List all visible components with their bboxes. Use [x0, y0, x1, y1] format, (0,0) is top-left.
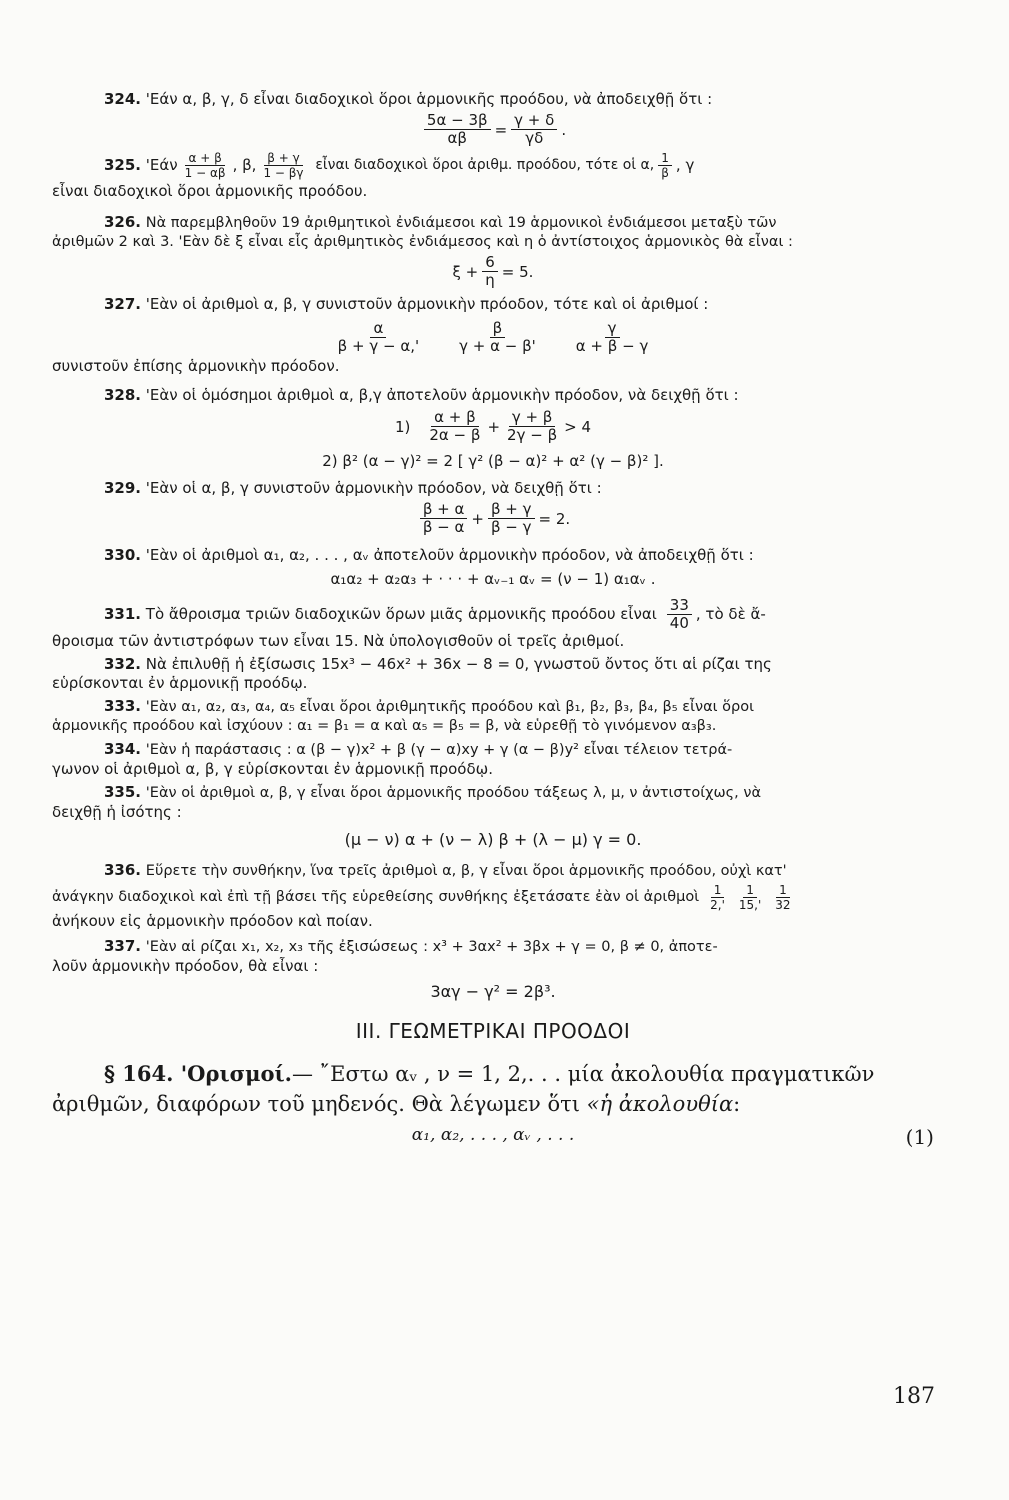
fraction [736, 883, 764, 912]
denominator: 2α − β [429, 426, 481, 444]
fraction [260, 151, 306, 180]
denominator: αβ [447, 129, 467, 147]
page-content [52, 90, 934, 1155]
problem-number: 337. [104, 937, 142, 955]
problem-text: , γ [675, 156, 695, 174]
problem-text: Νὰ ἐπιλυθῇ ἡ ἐξίσωσις 15x³ − 46x² + 36x − 8 = 0, γνωστοῦ ὄντος ὅτι αἱ ρίζαι της [145, 655, 772, 673]
section-text: — ῎Εστω αᵥ , ν = 1, 2,. . . μία ἀκολουθία πραγματικῶν [291, 1062, 875, 1086]
sequence-line [52, 1125, 934, 1155]
numerator: α + β [431, 409, 479, 427]
problem-text: Νὰ παρεμβληθοῦν 19 ἀριθμητικοὶ ἐνδιάμεσοι καὶ 19 ἁρμονικοὶ ἐνδιάμεσοι μεταξὺ τῶν [145, 215, 777, 231]
sequence-expression: α₁, α₂, . . . , αᵥ , . . . [411, 1125, 575, 1145]
denominator: γδ [525, 129, 544, 147]
problem-328 [52, 386, 934, 405]
problem-number: 328. [104, 386, 142, 404]
problem-number: 333. [104, 697, 142, 715]
section-164 [52, 1059, 934, 1089]
equation-330: α₁α₂ + α₂α₃ + · · · + αᵥ₋₁ αᵥ = (ν − 1) α₁αᵥ . [330, 570, 656, 588]
denominator: 2γ − β [507, 426, 558, 444]
fraction [707, 883, 728, 912]
denominator: 40 [669, 614, 689, 632]
problem-text: 'Εὰν α₁, α₂, α₃, α₄, α₅ εἶναι ὅροι ἀριθμητικῆς προόδου καὶ β₁, β₂, β₃, β₄, β₅ εἶναι ὅροι [145, 699, 754, 715]
problem-text: ἀριθμῶν 2 καὶ 3. 'Εὰν δὲ ξ εἶναι εἷς ἀριθμητικὸς ἐνδιάμεσος καὶ η ὁ ἀντίστοιχος ἁρμονικὸς θὰ εἶναι : [52, 234, 793, 250]
section-heading: III. ΓΕΩΜΕΤΡΙΚΑΙ ΠΡΟΟΔΟΙ [355, 1019, 631, 1043]
equation-337: 3αγ − γ² = 2β³. [430, 982, 556, 1001]
problem-text: 'Εὰν οἱ ἀριθμοὶ α, β, γ εἶναι ὅροι ἁρμονικῆς προόδου τάξεως λ, μ, ν ἀντιστοίχως, νὰ [145, 785, 762, 801]
plus: + [487, 417, 501, 436]
problem-331 [52, 597, 934, 632]
problem-text: 'Εάν [145, 156, 178, 174]
problem-text: θροισμα τῶν ἀντιστρόφων των εἶναι 15. Νὰ ὑπολογισθοῦν οἱ τρεῖς ἀριθμοί. [52, 632, 625, 650]
equation-326 [52, 254, 934, 289]
problem-text: 'Εὰν οἱ ὁμόσημοι ἀριθμοὶ α, β,γ ἀποτελοῦν ἁρμονικὴν πρόοδον, νὰ δειχθῇ ὅτι : [145, 386, 739, 404]
problem-text: ἁρμονικῆς προόδου καὶ ἰσχύουν : α₁ = β₁ = α καὶ α₅ = β₅ = β, νὰ εὑρεθῇ τὸ γινόμενον α₃β₃. [52, 718, 717, 734]
problem-text: ἀνήκουν εἰς ἁρμονικὴν πρόοδον καὶ ποίαν. [52, 912, 373, 930]
problem-number: 327. [104, 295, 142, 313]
fraction [573, 320, 652, 355]
numerator: α + β [185, 151, 224, 166]
denominator: γ + α − β' [459, 337, 536, 355]
denominator: β − γ [490, 518, 532, 536]
numerator: γ [605, 320, 620, 338]
denominator: 2,' [710, 898, 725, 912]
denominator: β + γ − α,' [337, 337, 420, 355]
problem-number: 332. [104, 655, 142, 673]
fraction [424, 112, 491, 147]
fraction [772, 883, 793, 912]
problem-number: 331. [104, 605, 142, 623]
numerator: 6 [482, 254, 498, 272]
problem-number: 330. [104, 546, 142, 564]
denominator: β − α [422, 518, 465, 536]
problem-336 [52, 861, 934, 881]
problem-text: 'Εὰν ἡ παράστασις : α (β − γ)x² + β (γ − α)xy + γ (α − β)y² εἶναι τέλειον τετρά- [145, 742, 733, 758]
section-text-italic: «ἡ ἀκολουθία [586, 1092, 734, 1116]
problem-text: , β, [232, 156, 257, 174]
problem-335 [52, 783, 934, 803]
numerator: β + α [420, 501, 468, 519]
problem-text: 'Εὰν οἱ ἀριθμοὶ α₁, α₂, . . . , αᵥ ἀποτελοῦν ἁρμονικὴν πρόοδον, νὰ ἀποδειχθῇ ὅτι : [145, 546, 754, 564]
numerator: 1 [658, 151, 672, 166]
fraction [335, 320, 422, 355]
denominator: α + β − γ [575, 337, 649, 355]
problem-327 [52, 295, 934, 314]
equation-327 [52, 320, 934, 355]
numerator: 33 [667, 597, 692, 615]
problem-number: 329. [104, 479, 142, 497]
problem-text: Εὕρετε τὴν συνθήκην, ἵνα τρεῖς ἀριθμοὶ α, β, γ εἶναι ὅροι ἁρμονικῆς προόδου, οὐχὶ κατ' [145, 863, 787, 879]
problem-326 [52, 213, 934, 233]
problem-number: 335. [104, 783, 142, 801]
problem-325 [52, 151, 934, 180]
fraction [488, 501, 535, 536]
equation-335: (μ − ν) α + (ν − λ) β + (λ − μ) γ = 0. [344, 830, 642, 849]
fraction [456, 320, 539, 355]
problem-text: εἶναι διαδοχικοὶ ὅροι ἀριθμ. προόδου, τότε οἱ α, [315, 157, 655, 173]
fraction [504, 409, 560, 444]
equation-324 [52, 112, 934, 147]
problem-text: συνιστοῦν ἐπίσης ἁρμονικὴν πρόοδον. [52, 357, 340, 375]
equation-label: 1) [394, 417, 411, 436]
problem-text: ἀνάγκην διαδοχικοὶ καὶ ἐπὶ τῇ βάσει τῆς εὑρεθείσης συνθήκης ἐξετάσατε ἐὰν οἱ ἀριθμοὶ [52, 889, 700, 905]
denominator: 32 [775, 898, 791, 912]
problem-334 [52, 740, 934, 760]
problem-324 [52, 90, 934, 109]
problem-text: 'Εάν α, β, γ, δ εἶναι διαδοχικοὶ ὅροι ἁρμονικῆς προόδου, νὰ ἀποδειχθῇ ὅτι : [145, 90, 713, 108]
numerator: 1 [743, 883, 757, 898]
numerator: 1 [711, 883, 725, 898]
problem-text: 'Εὰν αἱ ρίζαι x₁, x₂, x₃ τῆς ἐξισώσεως : x³ + 3αx² + 3βx + γ = 0, β ≠ 0, ἀποτε- [145, 939, 718, 955]
denominator: η [485, 271, 495, 289]
equation-part: = 2. [538, 509, 571, 528]
plus: + [471, 509, 484, 528]
problem-text: γωνον οἱ ἀριθμοὶ α, β, γ εὑρίσκονται ἐν ἁρμονικῇ προόδῳ. [52, 760, 493, 778]
problem-text: 'Εὰν οἱ ἀριθμοὶ α, β, γ συνιστοῦν ἁρμονικὴν πρόοδον, τότε καὶ οἱ ἀριθμοί : [145, 295, 709, 313]
fraction [426, 409, 483, 444]
problem-text-line [52, 883, 934, 912]
problem-333 [52, 697, 934, 717]
period: . [561, 120, 567, 139]
equals: = [494, 120, 508, 139]
section-text: : [733, 1092, 741, 1116]
fraction [420, 501, 468, 536]
denominator: 15,' [738, 898, 762, 912]
numerator: β + γ [264, 151, 302, 166]
problem-text: εἶναι διαδοχικοὶ ὅροι ἁρμονικῆς προόδου. [52, 182, 368, 200]
numerator: γ + β [509, 409, 556, 427]
fraction [511, 112, 557, 147]
problem-332 [52, 655, 934, 674]
equation-part: ξ + [452, 262, 479, 281]
fraction [658, 151, 672, 180]
problem-text: δειχθῇ ἡ ἰσότης : [52, 803, 182, 821]
section-text: ἀριθμῶν, διαφόρων τοῦ μηδενός. Θὰ λέγωμεν ὅτι [52, 1092, 580, 1116]
problem-number: 336. [104, 861, 142, 879]
problem-number: 325. [104, 156, 142, 174]
problem-text: λοῦν ἁρμονικὴν πρόοδον, θὰ εἶναι : [52, 957, 319, 975]
denominator: β [661, 166, 669, 180]
numerator: 5α − 3β [424, 112, 491, 130]
problem-number: 326. [104, 213, 142, 231]
numerator: γ + δ [511, 112, 557, 130]
numerator: 1 [776, 883, 790, 898]
numerator: α [370, 320, 386, 338]
fraction [482, 254, 498, 289]
problem-330 [52, 546, 934, 565]
problem-number: 324. [104, 90, 142, 108]
problem-number: 334. [104, 740, 142, 758]
denominator: 1 − αβ [184, 166, 226, 180]
section-164-line2 [52, 1089, 934, 1119]
problem-text: , τὸ δὲ ἄ- [695, 605, 766, 623]
problem-337 [52, 937, 934, 957]
equation-number: (1) [905, 1125, 934, 1149]
fraction [182, 151, 229, 180]
equation-part: > 4 [564, 417, 592, 436]
denominator: 1 − βγ [263, 166, 304, 180]
section-label: § 164. 'Ορισμοί. [104, 1061, 292, 1086]
equation-328-2: 2) β² (α − γ)² = 2 [ γ² (β − α)² + α² (γ − β)² ]. [322, 452, 664, 470]
numerator: β [490, 320, 506, 338]
problem-329 [52, 479, 934, 498]
numerator: β + γ [488, 501, 535, 519]
page-number: 187 [893, 1384, 935, 1409]
problem-text: 'Εὰν οἱ α, β, γ συνιστοῦν ἁρμονικὴν πρόοδον, νὰ δειχθῇ ὅτι : [145, 479, 602, 497]
problem-text: Τὸ ἄθροισμα τριῶν διαδοχικῶν ὅρων μιᾶς ἁρμονικῆς προόδου εἶναι [145, 605, 657, 623]
equation-part: = 5. [501, 262, 534, 281]
equation-328-1 [52, 409, 934, 444]
problem-text: εὑρίσκονται ἐν ἁρμονικῇ προόδῳ. [52, 674, 308, 692]
fraction [667, 597, 692, 632]
equation-329 [52, 501, 934, 536]
